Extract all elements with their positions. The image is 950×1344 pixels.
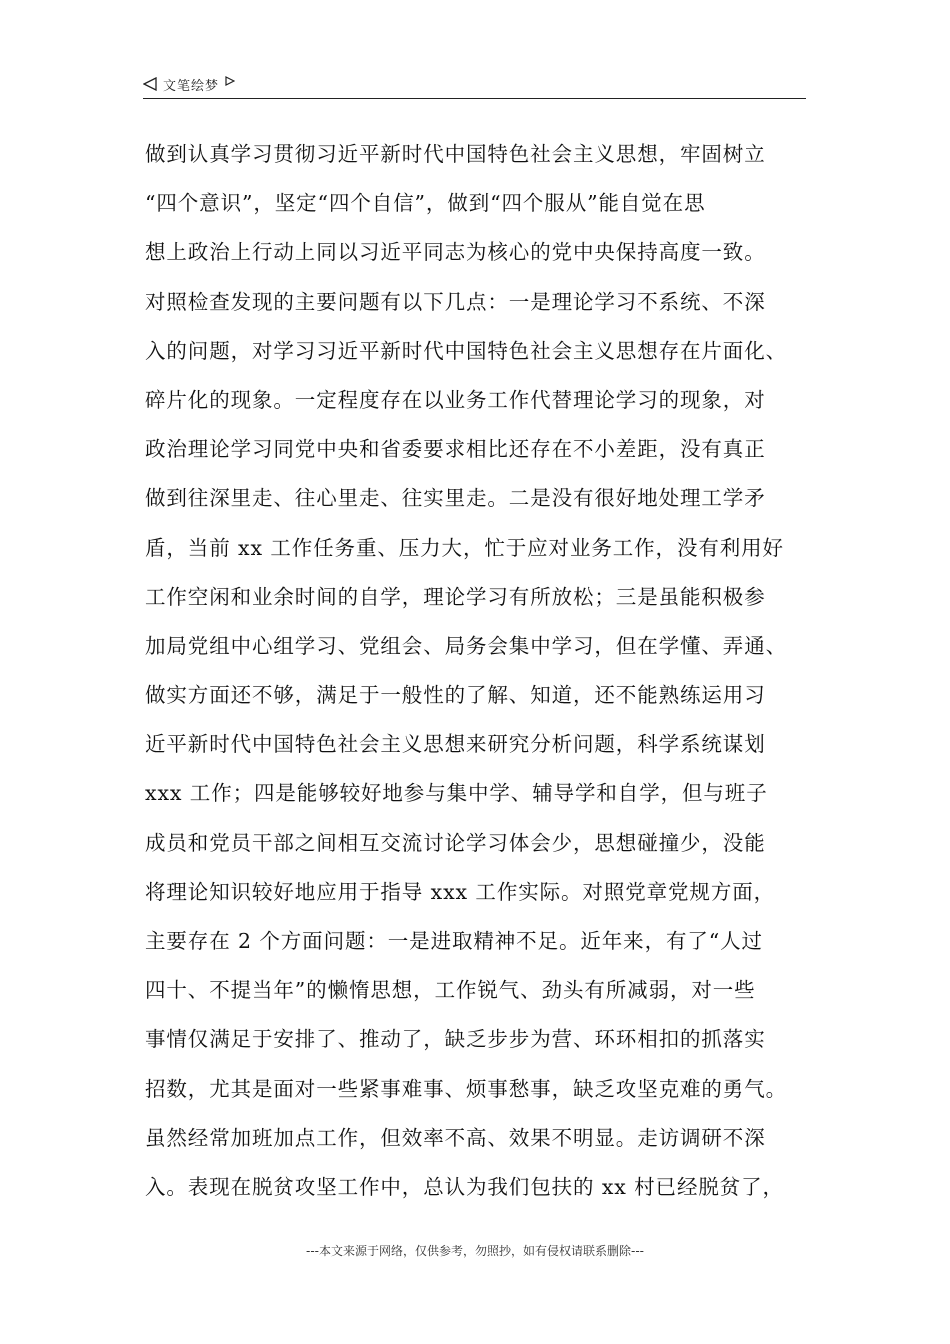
text-line: “四个意识”，坚定“四个自信”，做到“四个服从”能自觉在思 — [145, 191, 706, 216]
text-line: 加局党组中心组学习、党组会、局务会集中学习，但在学懂、弄通、 — [145, 633, 787, 658]
text-line: 对照检查发现的主要问题有以下几点：一是理论学习不系统、不深 — [145, 289, 766, 314]
text-line: 主要存在 2 个方面问题：一是进取精神不足。近年来，有了“人过 — [145, 929, 763, 953]
text-line: 工作空闲和业余时间的自学，理论学习有所放松；三是虽能积极参 — [145, 584, 766, 609]
text-line: 政治理论学习同党中央和省委要求相比还存在不小差距，没有真正 — [145, 437, 766, 462]
text-line: 将理论知识较好地应用于指导 xxx 工作实际。对照党章党规方面， — [145, 879, 776, 904]
text-line: 近平新时代中国特色社会主义思想来研究分析问题，科学系统谋划 — [145, 732, 766, 757]
text-line: 盾，当前 xx 工作任务重、压力大，忙于应对业务工作，没有利用好 — [145, 535, 784, 560]
text-line: 事情仅满足于安排了、推动了，缺乏步步为营、环环相扣的抓落实 — [145, 1027, 766, 1052]
text-line: 想上政治上行动上同以习近平同志为核心的党中央保持高度一致。 — [145, 240, 766, 265]
triangle-left-outline-icon — [143, 77, 157, 91]
header-row — [143, 74, 806, 94]
text-line: 做到认真学习贯彻习近平新时代中国特色社会主义思想，牢固树立 — [145, 142, 766, 166]
text-line: 做到往深里走、往心里走、往实里走。二是没有很好地处理工学矛 — [145, 486, 766, 511]
text-line: 入。表现在脱贫攻坚工作中，总认为我们包扶的 xx 村已经脱贫了， — [145, 1174, 784, 1199]
text-line: 招数，尤其是面对一些紧事难事、烦事愁事，缺乏攻坚克难的勇气。 — [145, 1076, 787, 1101]
text-line: 虽然经常加班加点工作，但效率不高、效果不明显。走访调研不深 — [145, 1125, 766, 1150]
text-line: 入的问题，对学习习近平新时代中国特色社会主义思想存在片面化、 — [145, 338, 787, 363]
text-line: 成员和党员干部之间相互交流讨论学习体会少，思想碰撞少，没能 — [145, 830, 766, 855]
text-line: xxx 工作；四是能够较好地参与集中学、辅导学和自学，但与班子 — [145, 781, 768, 806]
header-title: 文笔绘梦 — [163, 78, 220, 94]
text-line: 碎片化的现象。一定程度存在以业务工作代替理论学习的现象，对 — [145, 387, 766, 412]
document-body — [145, 130, 815, 1212]
text-line: 做实方面还不够，满足于一般性的了解、知道，还不能熟练运用习 — [145, 683, 766, 708]
page-header — [143, 74, 806, 99]
footer-disclaimer: ---本文来源于网络，仅供参考，勿照抄，如有侵权请联系删除--- — [306, 1244, 644, 1258]
text-line: 四十、不提当年”的懒惰思想，工作锐气、劲头有所减弱，对一些 — [145, 978, 756, 1003]
triangle-right-outline-icon — [225, 76, 235, 86]
